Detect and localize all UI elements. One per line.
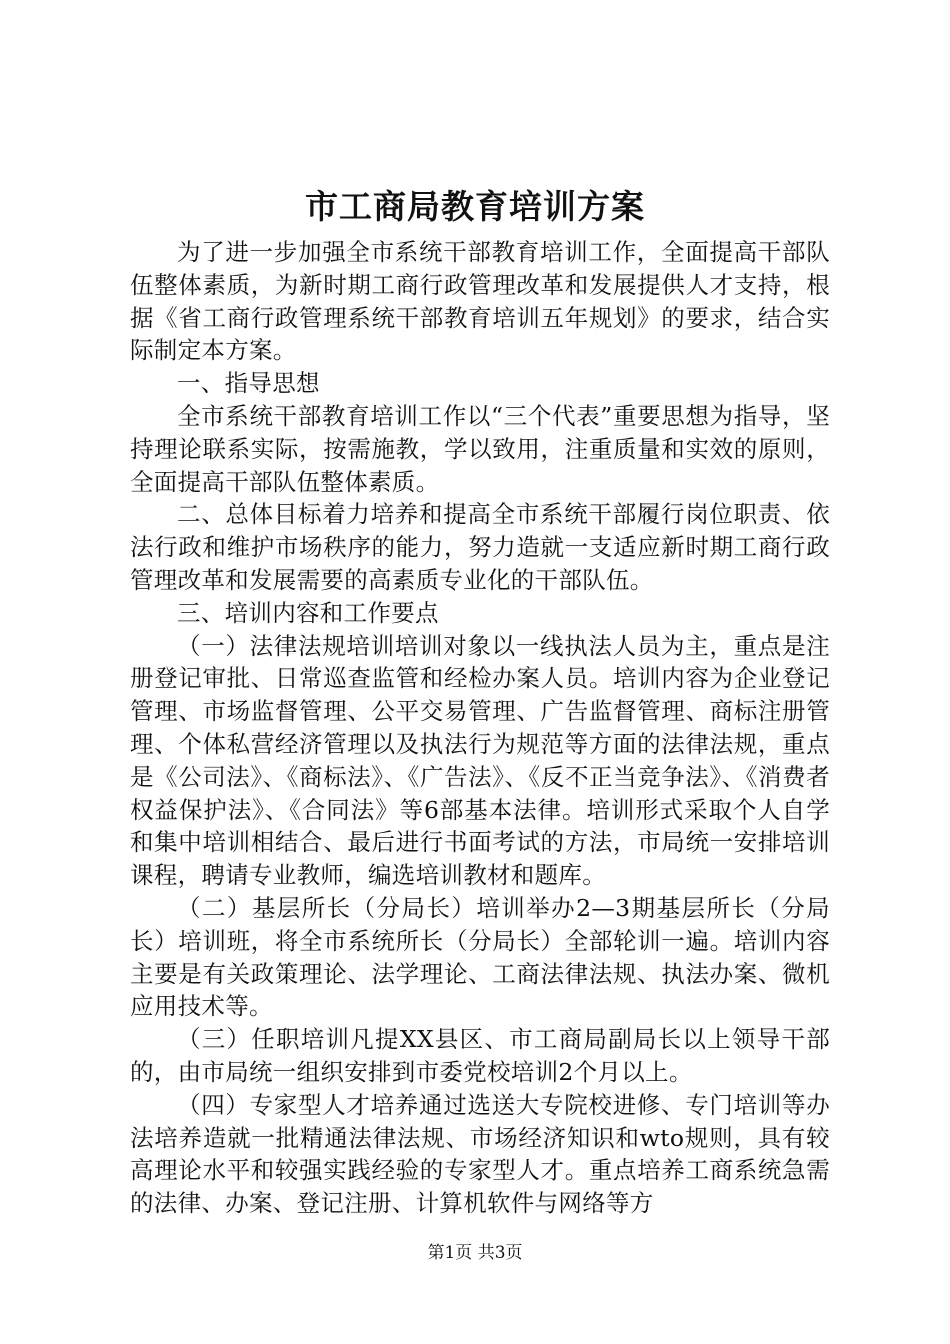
appointment-training-paragraph: （三）任职培训凡提XX县区、市工商局副局长以上领导干部的，由市局统一组织安排到市委党校培训2个月以上。 [130, 1025, 830, 1086]
page-footer: 第1页 共3页 [427, 1243, 523, 1263]
guiding-thought-paragraph: 全市系统干部教育培训工作以“三个代表”重要思想为指导，坚持理论联系实际，按需施教，学以致用，注重质量和实效的原则，全面提高干部队伍整体素质。 [130, 401, 830, 496]
expert-training-paragraph: （四）专家型人才培养通过选送大专院校进修、专门培训等办法培养造就一批精通法律法规、市场经济知识和wto规则，具有较高理论水平和较强实践经验的专家型人才。重点培养工商系统急需的法律、办案、登记注册、计算机软件与网络等方 [130, 1090, 830, 1218]
section-heading-guiding-thought: 一、指导思想 [177, 369, 320, 398]
intro-paragraph: 为了进一步加强全市系统干部教育培训工作，全面提高干部队伍整体素质，为新时期工商行政管理改革和发展提供人才支持，根据《省工商行政管理系统干部教育培训五年规划》的要求，结合实际制定本方案。 [130, 238, 830, 365]
section-heading-training-content: 三、培训内容和工作要点 [177, 598, 439, 627]
document-body [130, 236, 830, 1220]
overall-goal-paragraph: 二、总体目标着力培养和提高全市系统干部履行岗位职责、依法行政和维护市场秩序的能力，努力造就一支适应新时期工商行政管理改革和发展需要的高素质专业化的干部队伍。 [130, 500, 830, 594]
document-title: 市工商局教育培训方案 [305, 187, 645, 226]
law-training-paragraph: （一）法律法规培训培训对象以一线执法人员为主，重点是注册登记审批、日常巡查监管和经检办案人员。培训内容为企业登记管理、市场监督管理、公平交易管理、广告监督管理、商标注册管理、个体私营经济管理以及执法行为规范等方面的法律法规，重点是《公司法》、《商标法》、《广告法》、《反不正当竞争法》、《消费者权益保护法》、《合同法》等6部基本法律。培训形式采取个人自学和集中培训相结合、最后进行书面考试的方法，市局统一安排培训课程，聘请专业教师，编选培训教材和题库。 [130, 631, 830, 890]
director-training-paragraph: （二）基层所长（分局长）培训举办2—3期基层所长（分局长）培训班，将全市系统所长（分局长）全部轮训一遍。培训内容主要是有关政策理论、法学理论、工商法律法规、执法办案、微机应用技术等。 [130, 893, 830, 1021]
